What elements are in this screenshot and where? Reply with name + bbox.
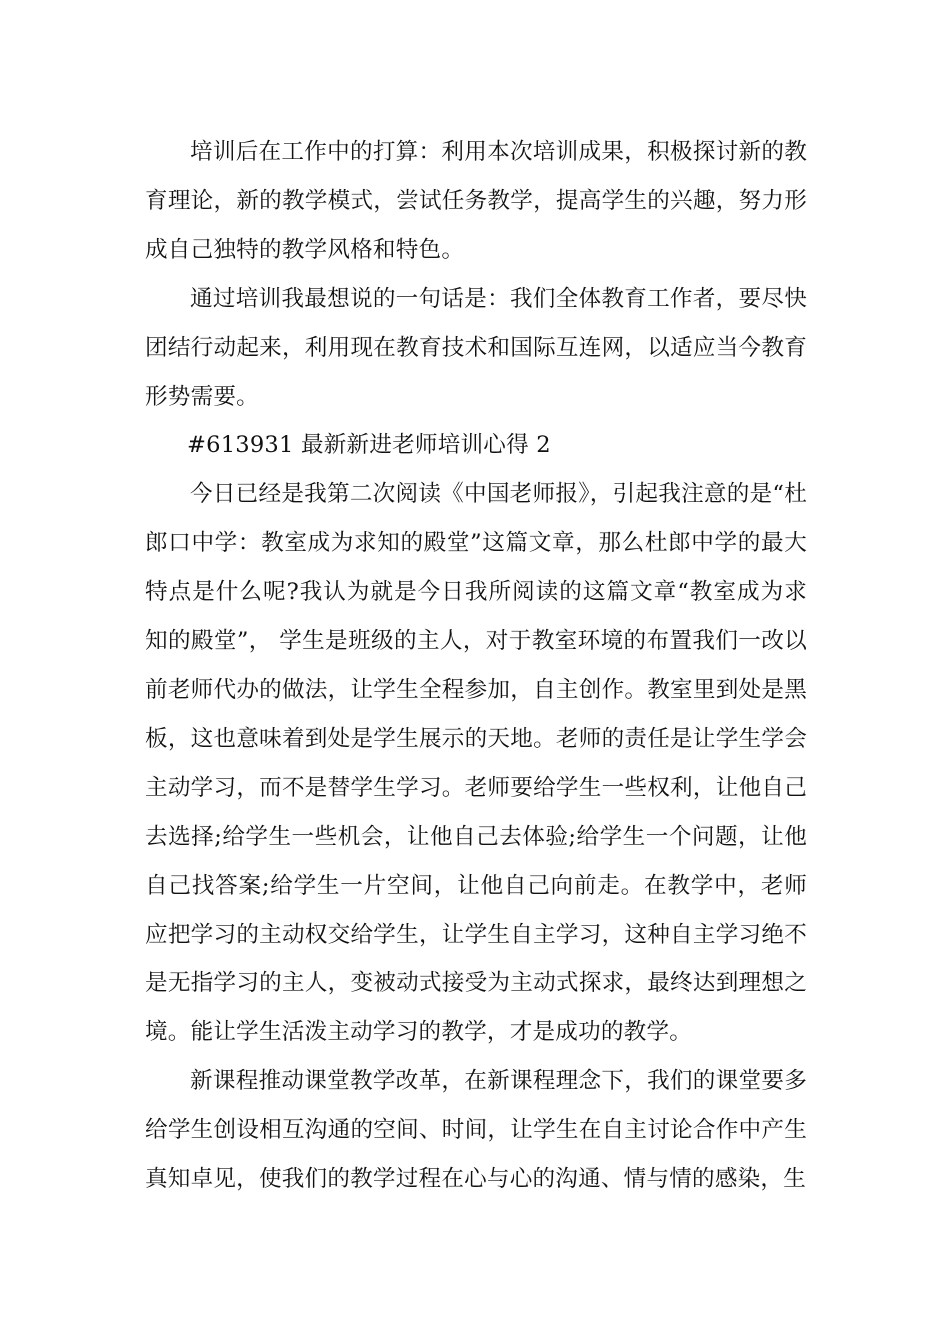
paragraph-training-plan: 培训后在工作中的打算：利用本次培训成果，积极探讨新的教育理论，新的教学模式，尝试任务教学，提高学生的兴趣，努力形成自己独特的教学风格和特色。	[145, 139, 807, 263]
section-heading: #613931 最新新进老师培训心得 2	[187, 432, 551, 459]
paragraph-teacher-newspaper: 今日已经是我第二次阅读《中国老师报》，引起我注意的是“杜郎口中学：教室成为求知的殿堂”这篇文章，那么杜郎中学的最大特点是什么呢?我认为就是今日我所阅读的这篇文章“教室成为求知的殿堂”， 学生是班级的主人，对于教室环境的布置我们一改以前老师代办的做法，让学生全程参加，自主创作。教室里到处是黑板，这也意味着到处是学生展示的天地。老师的责任是让学生学会主动学习，而不是替学生学习。老师要给学生一些权利，让他自己去选择;给学生一些机会，让他自己去体验;给学生一个问题，让他自己找答案;给学生一片空间，让他自己向前走。在教学中，老师应把学习的主动权交给学生，让学生自主学习，这种自主学习绝不是无指学习的主人，变被动式接受为主动式探求，最终达到理想之境。能让学生活泼主动学习的教学，才是成功的教学。	[145, 481, 807, 1046]
paragraph-curriculum-reform: 新课程推动课堂教学改革，在新课程理念下，我们的课堂要多给学生创设相互沟通的空间、时间，让学生在自主讨论合作中产生真知卓见，使我们的教学过程在心与心的沟通、情与情的感染，生	[145, 1068, 807, 1193]
paragraph-training-message: 通过培训我最想说的一句话是：我们全体教育工作者，要尽快团结行动起来，利用现在教育技术和国际互连网，以适应当今教育形势需要。	[145, 285, 807, 410]
document-body	[145, 128, 807, 1204]
